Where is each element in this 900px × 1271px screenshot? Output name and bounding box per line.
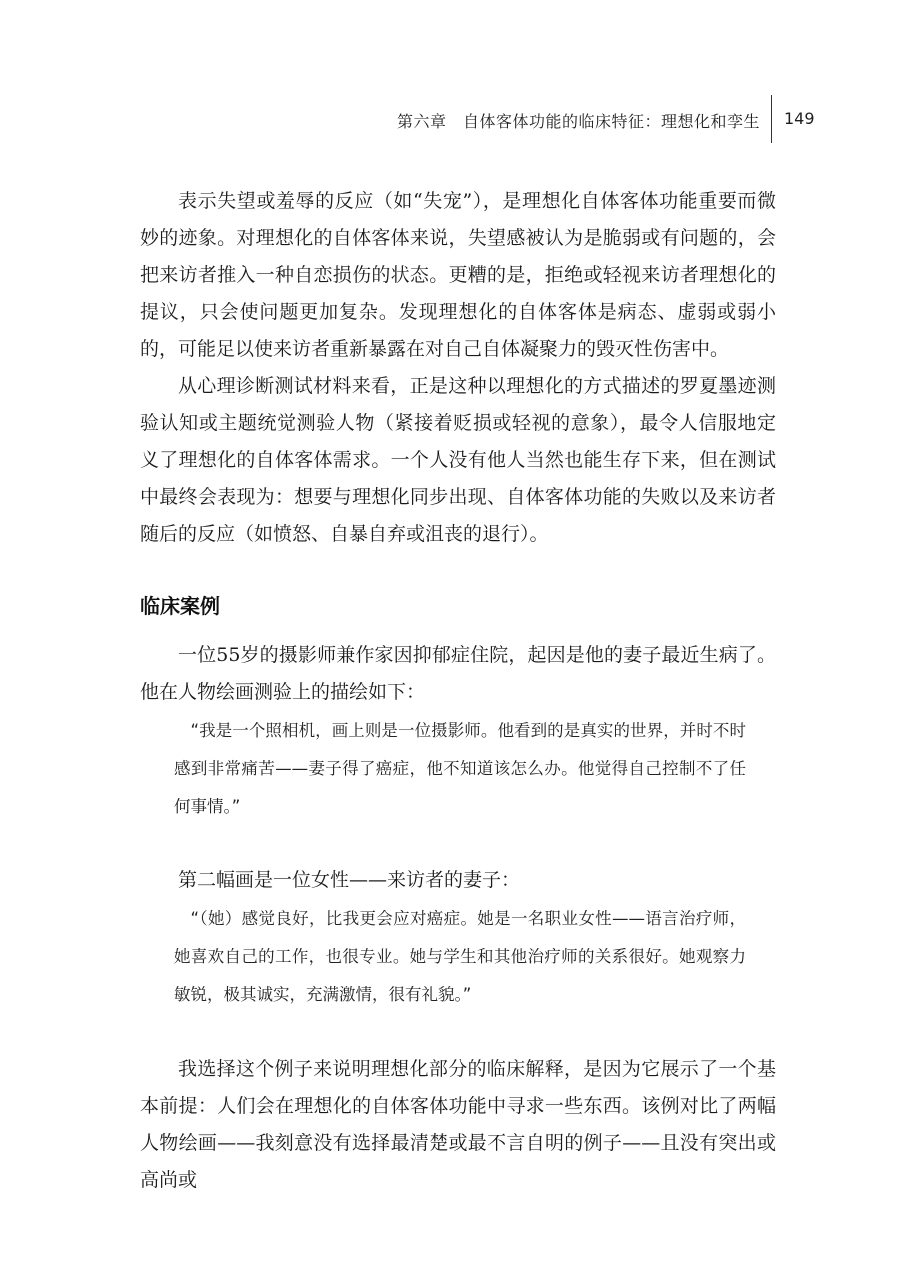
closing-paragraph: 我选择这个例子来说明理想化部分的临床解释，是因为它展示了一个基本前提：人们会在理想化的自体客体功能中寻求一些东西。该例对比了两幅人物绘画——我刻意没有选择最清楚或最不言自明的例子——且没有突出或高尚或 xyxy=(140,1058,776,1191)
quote-1-text: “我是一个照相机，画上则是一位摄影师。他看到的是真实的世界，并时不时感到非常痛苦——妻子得了癌症，他不知道该怎么办。他觉得自己控制不了任何事情。” xyxy=(174,721,746,816)
section-heading: 临床案例 xyxy=(140,594,220,618)
quote-2-text: “（她）感觉良好，比我更会应对癌症。她是一名职业女性——语言治疗师，她喜欢自己的工作，也很专业。她与学生和其他治疗师的关系很好。她观察力敏锐，极其诚实，充满激情，很有礼貌。” xyxy=(174,909,746,1004)
case-intro-paragraph: 一位55岁的摄影师兼作家因抑郁症住院，起因是他的妻子最近生病了。他在人物绘画测验上的描绘如下： xyxy=(140,644,776,703)
page-number: 149 xyxy=(784,109,815,128)
header-divider xyxy=(771,95,772,143)
chapter-title: 第六章 自体客体功能的临床特征：理想化和孪生 xyxy=(396,112,760,131)
quote-block-2 xyxy=(174,900,746,1014)
running-header xyxy=(0,103,900,143)
case-intro-block xyxy=(140,637,776,711)
paragraph-1: 表示失望或羞辱的反应（如“失宠”），是理想化自体客体功能重要而微妙的迹象。对理想化的自体客体来说，失望感被认为是脆弱或有问题的，会把来访者推入一种自恋损伤的状态。更糟的是，拒绝或轻视来访者理想化的提议，只会使问题更加复杂。发现理想化的自体客体是病态、虚弱或弱小的，可能足以使来访者重新暴露在对自己自体凝聚力的毁灭性伤害中。 xyxy=(140,190,776,360)
second-drawing-block xyxy=(140,862,776,899)
quote-block-1 xyxy=(174,712,746,826)
closing-block xyxy=(140,1051,776,1199)
second-drawing-intro: 第二幅画是一位女性——来访者的妻子： xyxy=(178,869,521,891)
body-section-top xyxy=(140,183,776,553)
paragraph-2: 从心理诊断测试材料来看，正是这种以理想化的方式描述的罗夏墨迹测验认知或主题统觉测验人物（紧接着贬损或轻视的意象），最令人信服地定义了理想化的自体客体需求。一个人没有他人当然也能生存下来，但在测试中最终会表现为：想要与理想化同步出现、自体客体功能的失败以及来访者随后的反应（如愤怒、自暴自弃或沮丧的退行）。 xyxy=(140,375,776,545)
